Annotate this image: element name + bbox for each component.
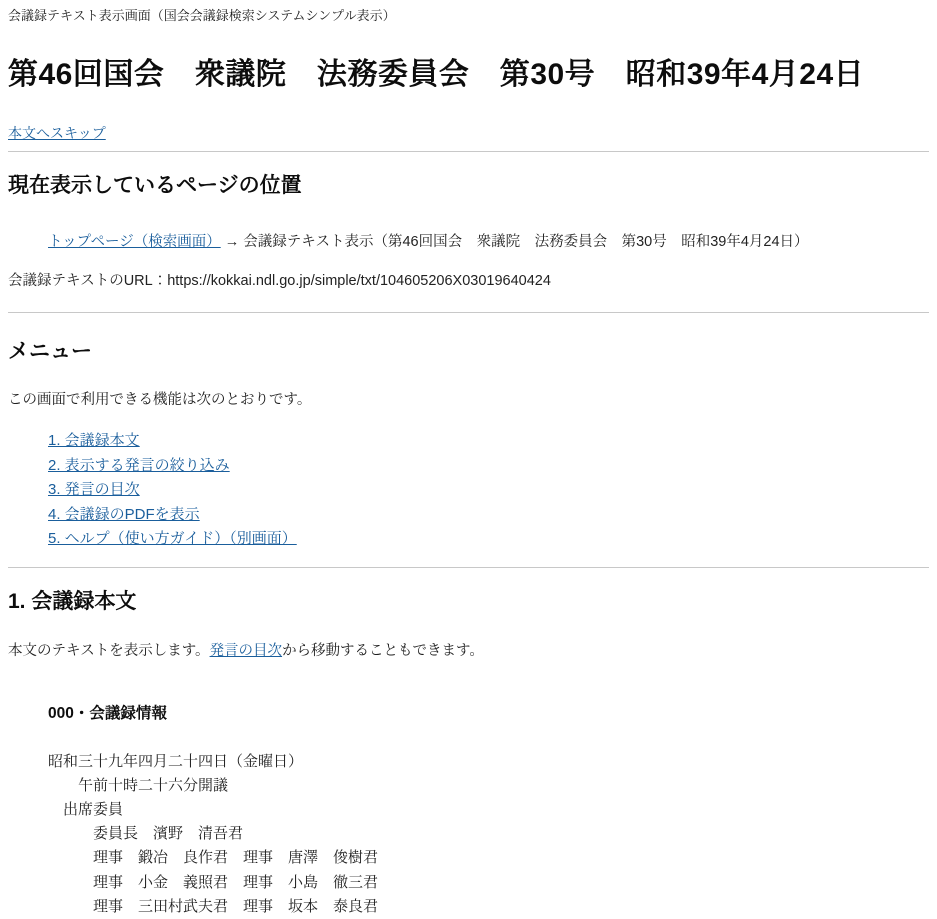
- menu-list: [8, 429, 929, 552]
- menu-link-filter-speeches[interactable]: 2. 表示する発言の絞り込み: [48, 456, 230, 474]
- description-text-before: 本文のテキストを表示します。: [8, 642, 210, 659]
- screen-description-label: 会議録テキスト表示画面（国会会議録検索システムシンプル表示）: [8, 8, 396, 23]
- menu-link-show-pdf[interactable]: 4. 会議録のPDFを表示: [48, 505, 200, 523]
- menu-list-item: [48, 503, 929, 528]
- menu-list-item: [48, 478, 929, 503]
- menu-link-speech-index[interactable]: 3. 発言の目次: [48, 481, 140, 498]
- breadcrumb: [8, 233, 929, 252]
- record-line-date: 昭和三十九年四月二十四日（金曜日）: [48, 752, 304, 770]
- breadcrumb-arrow: →: [224, 234, 240, 250]
- breadcrumb-top-page-link[interactable]: トップページ（検索画面）: [48, 234, 221, 250]
- page-container: [0, 8, 937, 919]
- record-info-block: [8, 704, 929, 919]
- divider: [8, 312, 929, 313]
- record-line-attendees-header: 出席委員: [48, 800, 124, 818]
- divider: [8, 567, 929, 568]
- menu-description: この画面で利用できる機能は次のとおりです。: [8, 392, 312, 408]
- record-line-chairman: 委員長 濱野 清吾君: [48, 825, 244, 843]
- record-line-directors-3: 理事 三田村武夫君 理事 坂本 泰良君: [48, 897, 379, 915]
- minutes-text-section-heading: 1. 会議録本文: [8, 589, 137, 613]
- description-text-after: から移動することもできます。: [282, 642, 484, 659]
- record-line-directors-1: 理事 鍛冶 良作君 理事 唐澤 俊樹君: [48, 849, 379, 867]
- location-section-heading: 現在表示しているページの位置: [8, 174, 302, 197]
- skip-link-row: [8, 124, 929, 142]
- record-text: [48, 750, 929, 919]
- record-url-line: [8, 272, 929, 291]
- menu-list-item: [48, 429, 929, 454]
- menu-section-heading: メニュー: [8, 340, 92, 363]
- record-line-directors-2: 理事 小金 義照君 理事 小島 徹三君: [48, 873, 379, 891]
- skip-to-content-link[interactable]: 本文へスキップ: [8, 125, 106, 141]
- speech-index-inline-link[interactable]: 発言の目次: [209, 642, 283, 659]
- page-title: 第46回国会 衆議院 法務委員会 第30号 昭和39年4月24日: [8, 58, 865, 91]
- record-info-heading: 000・会議録情報: [48, 704, 167, 722]
- record-url-label: 会議録テキストのURL：: [8, 273, 168, 289]
- menu-link-minutes-text[interactable]: 1. 会議録本文: [48, 432, 140, 449]
- record-line-opening-time: 午前十時二十六分開議: [48, 776, 229, 794]
- menu-link-help-guide[interactable]: 5. ヘルプ（使い方ガイド）（別画面）: [48, 530, 297, 547]
- menu-list-item: [48, 527, 929, 552]
- breadcrumb-current-page: 会議録テキスト表示（第46回国会 衆議院 法務委員会 第30号 昭和39年4月24日）: [243, 234, 809, 250]
- divider: [8, 151, 929, 152]
- menu-list-item: [48, 454, 929, 479]
- record-url-value: https://kokkai.ndl.go.jp/simple/txt/104605206X03019640424: [167, 273, 551, 289]
- minutes-text-description: [8, 642, 929, 661]
